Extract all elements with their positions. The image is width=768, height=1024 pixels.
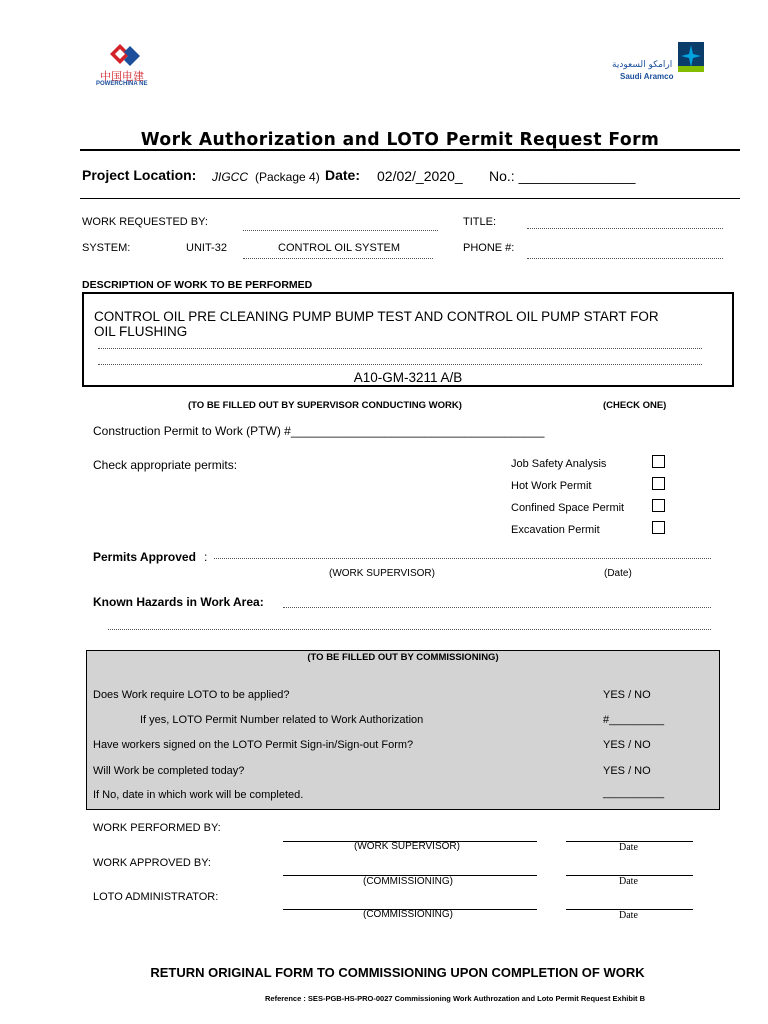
known-hazards-field-1[interactable] [283, 607, 711, 608]
check-one-label: (CHECK ONE) [603, 400, 667, 411]
saudi-aramco-logo [612, 42, 708, 84]
date-value: 02/02/_2020_ [377, 168, 463, 184]
check-permits-label: Check appropriate permits: [93, 458, 238, 472]
permit-jsa-checkbox[interactable] [652, 455, 665, 468]
permit-jsa-label: Job Safety Analysis [511, 458, 607, 470]
project-location-value: JIGCC [212, 170, 248, 184]
permits-approved-colon: : [204, 550, 208, 564]
permit-excavation-checkbox[interactable] [652, 521, 665, 534]
completion-date-answer[interactable]: __________ [603, 787, 665, 799]
date-label: Date: [325, 167, 361, 183]
completed-today-answer[interactable]: YES / NO [603, 765, 651, 777]
workers-signed-question: Have workers signed on the LOTO Permit Sign-in/Sign-out Form? [93, 739, 414, 751]
system-label: SYSTEM: [82, 242, 131, 254]
powerchina-logo-mark [108, 44, 142, 68]
loto-permit-number-answer[interactable]: #_________ [603, 714, 665, 726]
permits-approved-label: Permits Approved [93, 550, 196, 564]
workers-signed-answer[interactable]: YES / NO [603, 739, 651, 751]
work-performed-by-caption: (WORK SUPERVISOR) [354, 841, 460, 852]
project-package: (Package 4) [255, 170, 320, 184]
work-requested-by-label: WORK REQUESTED BY: [82, 216, 208, 228]
title-field[interactable] [527, 228, 723, 229]
work-performed-by-label: WORK PERFORMED BY: [93, 822, 221, 834]
work-approved-by-date-caption: Date [619, 876, 638, 887]
permit-confined-space-label: Confined Space Permit [511, 502, 625, 514]
powerchina-logo [96, 44, 156, 90]
phone-label: PHONE #: [463, 242, 515, 254]
description-line-2: OIL FLUSHING [94, 324, 188, 339]
description-dotted-line-1 [98, 348, 702, 349]
saudi-aramco-logo-ar: ارامكو السعودية [612, 60, 673, 70]
work-approved-by-caption: (COMMISSIONING) [363, 876, 453, 887]
commissioning-section [86, 650, 720, 810]
work-requested-by-field[interactable] [243, 230, 438, 231]
system-field[interactable] [243, 258, 433, 259]
header-rule [80, 198, 740, 199]
loto-required-answer[interactable]: YES / NO [603, 689, 651, 701]
ptw-field[interactable]: Construction Permit to Work (PTW) #______________________________________ [93, 424, 545, 438]
permit-hot-work-checkbox[interactable] [652, 477, 665, 490]
phone-field[interactable] [527, 258, 723, 259]
loto-administrator-label: LOTO ADMINISTRATOR: [93, 891, 219, 903]
loto-permit-number-question: If yes, LOTO Permit Number related to Work Authorization [140, 714, 424, 726]
title-label: TITLE: [463, 216, 497, 228]
form-title: Work Authorization and LOTO Permit Request Form [140, 129, 660, 150]
unit-value: UNIT-32 [186, 242, 227, 254]
system-value: CONTROL OIL SYSTEM [278, 242, 401, 254]
number-field[interactable]: No.: _______________ [489, 168, 636, 184]
saudi-aramco-logo-en: Saudi Aramco [620, 72, 674, 81]
permit-hot-work-label: Hot Work Permit [511, 480, 592, 492]
work-performed-by-date-caption: Date [619, 842, 638, 853]
permits-approved-field[interactable] [214, 558, 711, 559]
known-hazards-label: Known Hazards in Work Area: [93, 595, 264, 609]
return-instruction: RETURN ORIGINAL FORM TO COMMISSIONING UPON COMPLETION OF WORK [150, 965, 645, 980]
project-location-label: Project Location: [82, 167, 197, 183]
title-rule [80, 149, 740, 151]
description-box[interactable] [82, 292, 734, 387]
supervisor-heading: (TO BE FILLED OUT BY SUPERVISOR CONDUCTING WORK) [188, 400, 462, 411]
completed-today-question: Will Work be completed today? [93, 765, 245, 777]
date-caption: (Date) [604, 568, 632, 579]
loto-administrator-date-caption: Date [619, 910, 638, 921]
description-line-1: CONTROL OIL PRE CLEANING PUMP BUMP TEST AND CONTROL OIL PUMP START FOR [94, 309, 659, 324]
commissioning-heading: (TO BE FILLED OUT BY COMMISSIONING) [307, 652, 499, 663]
powerchina-logo-en: POWERCHINA NE [96, 81, 148, 87]
equipment-tag: A10-GM-3211 A/B [353, 370, 463, 385]
completion-date-question: If No, date in which work will be completed. [93, 789, 304, 801]
work-approved-by-label: WORK APPROVED BY: [93, 857, 211, 869]
work-supervisor-caption: (WORK SUPERVISOR) [329, 568, 435, 579]
description-heading: DESCRIPTION OF WORK TO BE PERFORMED [82, 279, 313, 291]
description-dotted-line-2 [98, 364, 702, 365]
saudi-aramco-star-icon [678, 42, 704, 72]
permit-excavation-label: Excavation Permit [511, 524, 600, 536]
powerchina-logo-cn: 中国电建 [100, 70, 144, 83]
known-hazards-field-2[interactable] [108, 629, 711, 630]
loto-required-question: Does Work require LOTO to be applied? [93, 689, 290, 701]
reference-note: Reference : SES-PGB-HS-PRO-0027 Commissioning Work Authrozation and Loto Permit Request Exhibit B [265, 994, 646, 1003]
permit-confined-space-checkbox[interactable] [652, 499, 665, 512]
loto-administrator-caption: (COMMISSIONING) [363, 909, 453, 920]
